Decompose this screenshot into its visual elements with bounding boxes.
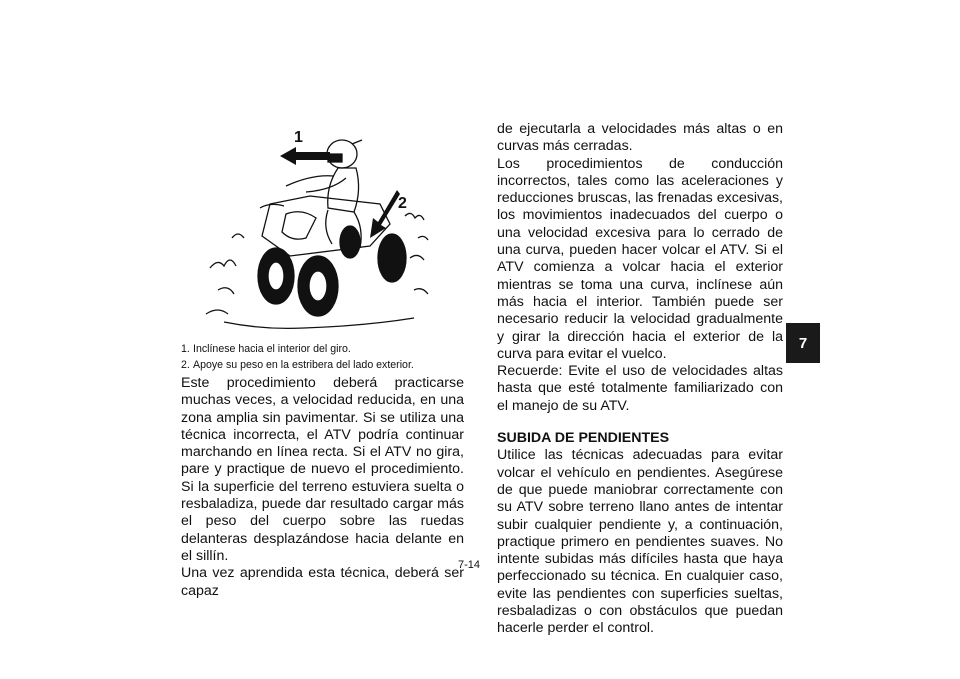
paragraph: Utilice las técnicas adecuadas para evitar volcar el vehículo en pendientes. Asegúrese de que puede maniobrar correctamente con su ATV sobre terreno llano antes de intentar subir cualquier pendiente y, a continuación, practique primero en pendientes suaves. No intente subidas más difíciles hasta que haya perfeccionado su técnica. En cualquier caso, evite las pendientes con superficies sueltas, resbaladizas o con obstáculos que puedan hacerle perder el control. [497,447,783,637]
paragraph: Este procedimiento deberá practicarse muchas veces, a velocidad reducida, en una zona amplia sin pavimentar. Si se utiliza una técnica incorrecta, el ATV podría continuar marchando en línea recta. Si el ATV no gira, pare y practique de nuevo el procedimiento. Si la superficie del terreno estuviera suelta o resbaladiza, puede dar resultado cargar más el peso del cuerpo sobre las ruedas delanteras desplazándose hacia delante en el sillín. [181,375,464,564]
paragraph: Recuerde: Evite el uso de velocidades altas hasta que esté totalmente familiarizado con el manejo de su ATV. [497,363,783,414]
chapter-tab: 7 [786,323,820,363]
right-text-column [497,121,783,638]
callout-1: 1 [294,129,303,146]
caption-1: 1. Inclínese hacia el interior del giro. [181,343,351,355]
caption-2: 2. Apoye su peso en la estribera del lado exterior. [181,358,414,371]
paragraph: Los procedimientos de conducción incorrectos, tales como las aceleraciones y reducciones bruscas, las frenadas excesivas, los movimientos inadecuados del cuerpo o una velocidad excesiva para lo cerrado de una curva, pueden hacer volcar el ATV. Si el ATV comienza a volcar hacia el exterior mientras se toma una curva, inclínese aún más hacia el interior. También puede ser necesario reducir la velocidad gradualmente y girar la dirección hacia el exterior de la curva para evitar el vuelco. [497,155,783,362]
atv-riding-illustration [200,118,462,336]
section-heading: SUBIDA DE PENDIENTES [497,430,670,447]
callout-2: 2 [398,195,407,212]
left-text-column [181,375,464,600]
paragraph: de ejecutarla a velocidades más altas o en curvas más cerradas. [497,121,783,155]
paragraph: Una vez aprendida esta técnica, deberá ser capaz [181,565,464,599]
page-number: 7-14 [458,559,481,571]
figure-captions [181,342,471,373]
